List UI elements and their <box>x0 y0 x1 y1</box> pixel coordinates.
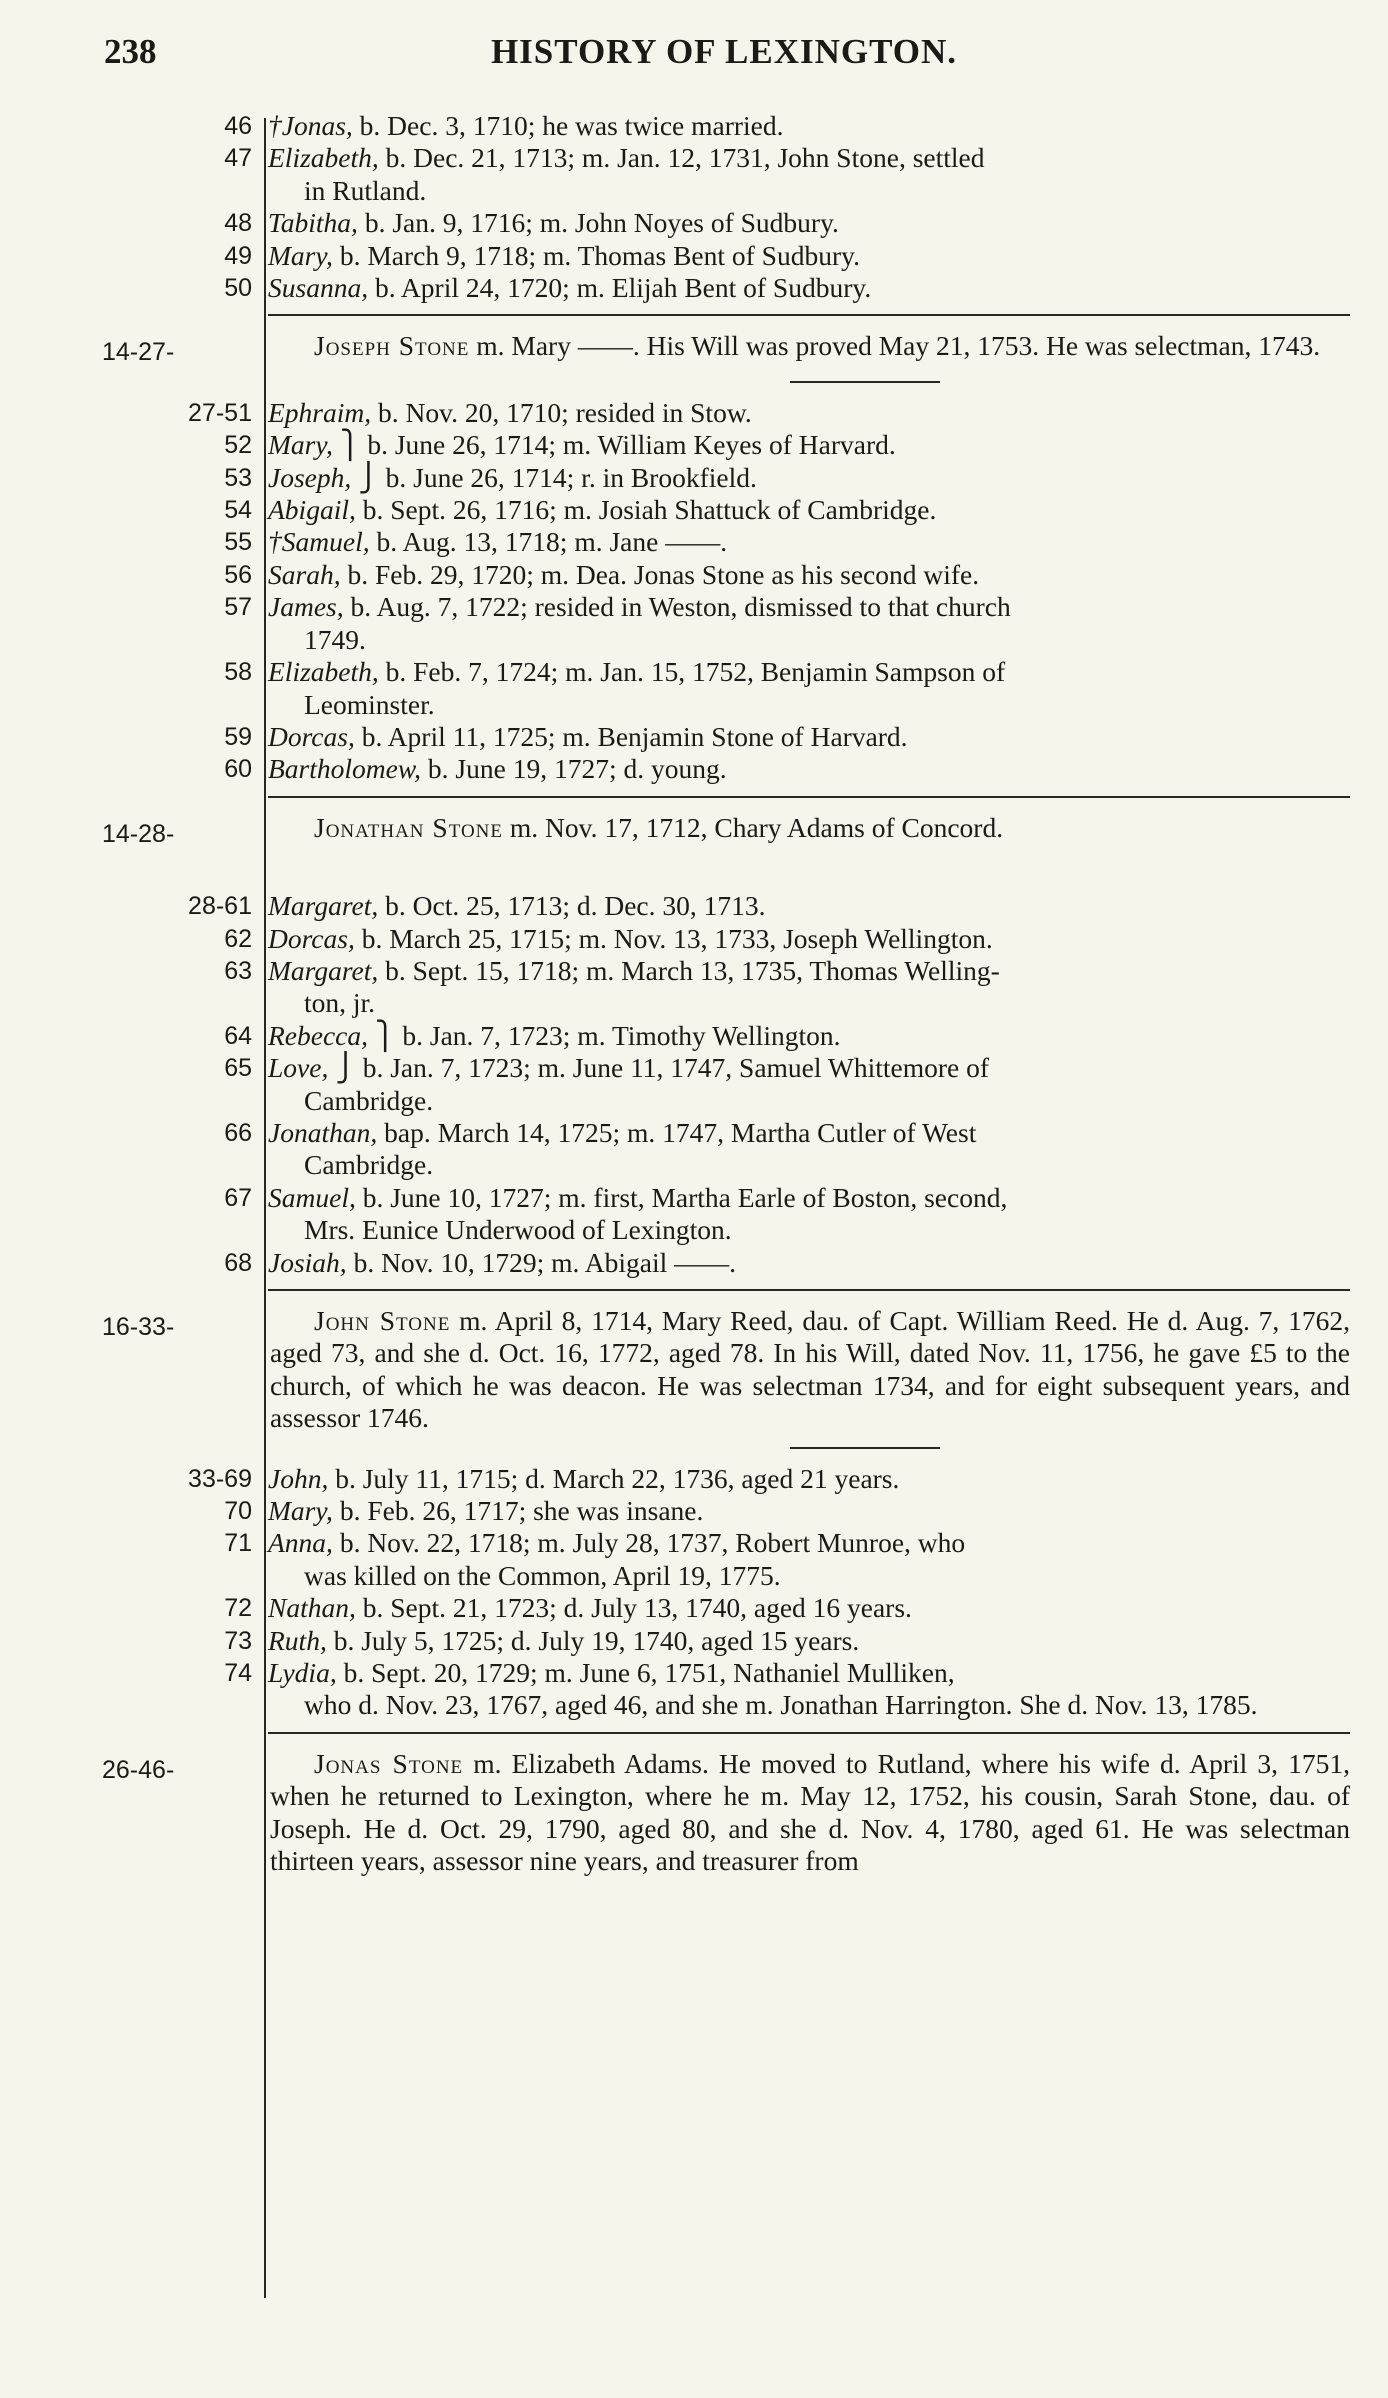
entry-number: 48 <box>224 209 252 238</box>
entry-text <box>268 1052 1350 1117</box>
entry-continuation: ton, jr. <box>304 987 376 1019</box>
person-name: Susanna, <box>268 272 369 304</box>
entry-text <box>268 1117 1350 1182</box>
entry-continuation: 1749. <box>304 623 366 655</box>
entry-details: b. March 25, 1715; m. Nov. 13, 1733, Joseph Wellington. <box>354 922 993 954</box>
head-name: Jonas Stone <box>314 1747 464 1779</box>
person-name: Jonathan, <box>268 1116 378 1148</box>
entry-row <box>100 1625 1350 1657</box>
entry-continuation: Mrs. Eunice Underwood of Lexington. <box>304 1214 732 1246</box>
entry-number: 67 <box>224 1183 252 1212</box>
entry-text <box>268 397 1350 429</box>
entry-details: ⎭ b. Jan. 7, 1723; m. June 11, 1747, Samuel Whittemore of <box>328 1052 990 1084</box>
entry-text <box>268 142 1350 207</box>
entry-details: b. Aug. 7, 1722; resided in Weston, dismissed to that church <box>343 591 1011 623</box>
entry-row <box>100 494 1350 526</box>
entry-details: b. June 19, 1727; d. young. <box>421 753 727 785</box>
entry-row <box>100 890 1350 922</box>
head-text: m. April 8, 1714, Mary Reed, dau. of Capt. William Reed. He d. Aug. 7, 1762, aged 73, and she d. Oct. 16, 1772, aged 78. In his Will, dated Nov. 11, 1756, he gave £5 to the church, of which he was deacon. He was selectman 1734, and for eight subsequent years, and assessor 1746. <box>270 1305 1350 1434</box>
entry-number: 52 <box>224 431 252 460</box>
children-list-3 <box>100 890 1350 1279</box>
entry-number: 71 <box>224 1529 252 1558</box>
children-list-2 <box>100 397 1350 786</box>
entry-details: b. Feb. 7, 1724; m. Jan. 15, 1752, Benjamin Sampson of <box>378 656 1006 688</box>
family-number: 14-28- <box>102 819 175 848</box>
family-head-jonas <box>100 1748 1350 1878</box>
entry-row <box>100 397 1350 429</box>
section-rule <box>268 1289 1350 1291</box>
entry-text <box>268 207 1350 239</box>
entry-row <box>100 955 1350 1020</box>
entry-text <box>268 923 1350 955</box>
entry-number: 55 <box>224 528 252 557</box>
entry-row <box>100 110 1350 142</box>
family-paragraph <box>270 812 1350 844</box>
person-name: Love, <box>268 1052 329 1084</box>
page-number: 238 <box>104 32 157 71</box>
entry-row <box>100 591 1350 656</box>
person-name: Mary, <box>268 1495 333 1527</box>
entry-number: 46 <box>224 112 252 140</box>
entry-number: 57 <box>224 593 252 622</box>
person-name: Anna, <box>268 1527 333 1559</box>
person-name: Lydia, <box>268 1657 337 1689</box>
entry-details: ⎫ b. Jan. 7, 1723; m. Timothy Wellington. <box>368 1019 841 1051</box>
entry-number: 49 <box>224 241 252 270</box>
genealogy-body <box>100 110 1350 1878</box>
entry-number: 60 <box>224 755 252 784</box>
person-name: Elizabeth, <box>268 142 379 174</box>
entry-row <box>100 462 1350 494</box>
person-name: Abigail, <box>268 494 356 526</box>
entry-number: 53 <box>224 463 252 492</box>
entry-text <box>268 890 1350 922</box>
entry-row <box>100 559 1350 591</box>
person-name: John, <box>268 1462 329 1494</box>
entry-continuation: in Rutland. <box>304 174 427 206</box>
person-name: Bartholomew, <box>268 753 422 785</box>
person-name: Nathan, <box>268 1592 356 1624</box>
family-paragraph <box>270 1305 1350 1435</box>
person-name: Josiah, <box>268 1246 347 1278</box>
entry-details: b. July 11, 1715; d. March 22, 1736, aged 21 years. <box>328 1462 900 1494</box>
entry-text <box>268 1020 1350 1052</box>
person-name: Margaret, <box>268 890 379 922</box>
entry-row <box>100 1463 1350 1495</box>
entry-number: 33-69 <box>188 1464 252 1493</box>
person-name: James, <box>268 591 344 623</box>
entry-details: b. Nov. 10, 1729; m. Abigail ——. <box>346 1246 737 1278</box>
person-name: Margaret, <box>268 954 379 986</box>
short-rule <box>790 1447 940 1449</box>
entry-row <box>100 1052 1350 1117</box>
entry-text <box>268 1592 1350 1624</box>
entry-text <box>268 240 1350 272</box>
entry-details: b. Feb. 29, 1720; m. Dea. Jonas Stone as his second wife. <box>340 558 980 590</box>
family-paragraph <box>270 1748 1350 1878</box>
entry-details: b. Sept. 15, 1718; m. March 13, 1735, Thomas Welling- <box>378 954 1000 986</box>
entry-number: 59 <box>224 722 252 751</box>
entry-number: 56 <box>224 560 252 589</box>
person-name: Joseph, <box>268 461 352 493</box>
person-name: Dorcas, <box>268 922 355 954</box>
entry-text <box>268 1247 1350 1279</box>
section-rule <box>268 314 1350 316</box>
children-list-4 <box>100 1463 1350 1722</box>
entry-continuation: was killed on the Common, April 19, 1775. <box>304 1559 781 1591</box>
entry-row <box>100 656 1350 721</box>
short-rule <box>790 381 940 383</box>
person-name: Ephraim, <box>268 396 372 428</box>
entry-continuation: Cambridge. <box>304 1149 434 1181</box>
entry-text <box>268 656 1350 721</box>
entry-row <box>100 1182 1350 1247</box>
family-number: 16-33- <box>102 1313 175 1341</box>
person-name: Elizabeth, <box>268 656 379 688</box>
entry-number: 62 <box>224 924 252 953</box>
entry-details: b. Nov. 20, 1710; resided in Stow. <box>371 396 752 428</box>
entry-text <box>268 1657 1350 1722</box>
entry-number: 64 <box>224 1021 252 1050</box>
entry-row <box>100 1657 1350 1722</box>
entry-continuation: Leominster. <box>304 688 435 720</box>
entry-number: 27-51 <box>188 398 252 427</box>
entry-text <box>268 462 1350 494</box>
person-name: †Samuel, <box>268 526 370 558</box>
entry-number: 47 <box>224 144 252 173</box>
entry-text <box>268 753 1350 785</box>
entry-row <box>100 272 1350 304</box>
entry-row <box>100 1117 1350 1182</box>
entry-text <box>268 526 1350 558</box>
family-head-joseph <box>100 330 1350 368</box>
entry-text <box>268 272 1350 304</box>
entry-details: b. Sept. 20, 1729; m. June 6, 1751, Nathaniel Mulliken, <box>336 1657 955 1689</box>
entry-text <box>268 1527 1350 1592</box>
entry-text <box>268 591 1350 656</box>
entry-row <box>100 1495 1350 1527</box>
entry-text <box>268 955 1350 1020</box>
head-text: m. Nov. 17, 1712, Chary Adams of Concord. <box>503 811 1004 843</box>
person-name: Samuel, <box>268 1181 356 1213</box>
entry-number: 65 <box>224 1054 252 1083</box>
person-name: †Jonas, <box>268 110 353 141</box>
entry-number: 58 <box>224 658 252 687</box>
entry-details: b. Dec. 3, 1710; he was twice married. <box>352 110 784 141</box>
family-head-jonathan <box>100 812 1350 850</box>
entry-text <box>268 1182 1350 1247</box>
family-head-john <box>100 1305 1350 1435</box>
section-rule <box>268 796 1350 798</box>
entry-number: 70 <box>224 1497 252 1526</box>
entry-details: b. Oct. 25, 1713; d. Dec. 30, 1713. <box>378 890 766 922</box>
person-name: Sarah, <box>268 558 341 590</box>
entry-row <box>100 1020 1350 1052</box>
entry-number: 72 <box>224 1594 252 1623</box>
entry-text <box>268 494 1350 526</box>
entry-details: ⎫ b. June 26, 1714; m. William Keyes of Harvard. <box>332 429 896 461</box>
entry-row <box>100 1247 1350 1279</box>
head-text: m. Mary ——. His Will was proved May 21, 1753. He was selectman, 1743. <box>469 330 1321 362</box>
entry-number: 73 <box>224 1626 252 1655</box>
entry-row <box>100 923 1350 955</box>
entry-details: b. Dec. 21, 1713; m. Jan. 12, 1731, John Stone, settled <box>378 142 985 174</box>
entry-details: b. Jan. 9, 1716; m. John Noyes of Sudbury. <box>357 207 839 239</box>
children-list-1 <box>100 110 1350 304</box>
entry-row <box>100 1527 1350 1592</box>
entry-continuation: who d. Nov. 23, 1767, aged 46, and she m. Jonathan Harrington. She d. Nov. 13, 1785. <box>304 1689 1258 1721</box>
spacer <box>100 850 1350 890</box>
person-name: Dorcas, <box>268 720 355 752</box>
entry-row <box>100 429 1350 461</box>
entry-number: 54 <box>224 496 252 525</box>
entry-row <box>100 240 1350 272</box>
entry-number: 28-61 <box>188 892 252 921</box>
person-name: Tabitha, <box>268 207 358 239</box>
entry-details: b. Feb. 26, 1717; she was insane. <box>332 1495 704 1527</box>
family-number: 14-27- <box>102 338 175 367</box>
entry-row <box>100 721 1350 753</box>
entry-row <box>100 753 1350 785</box>
person-name: Ruth, <box>268 1624 327 1656</box>
entry-text <box>268 1495 1350 1527</box>
head-name: Jonathan Stone <box>314 811 504 843</box>
entry-text <box>268 1463 1350 1495</box>
entry-text <box>268 559 1350 591</box>
head-name: Joseph Stone <box>314 330 470 362</box>
entry-number: 74 <box>224 1659 252 1688</box>
entry-text <box>268 110 1350 142</box>
entry-continuation: Cambridge. <box>304 1084 434 1116</box>
entry-details: b. Aug. 13, 1718; m. Jane ——. <box>369 526 728 558</box>
entry-details: b. Nov. 22, 1718; m. July 28, 1737, Robert Munroe, who <box>332 1527 966 1559</box>
entry-row <box>100 526 1350 558</box>
entry-number: 66 <box>224 1118 252 1147</box>
entry-text <box>268 721 1350 753</box>
entry-details: b. June 10, 1727; m. first, Martha Earle of Boston, second, <box>355 1181 1008 1213</box>
page-header <box>104 32 1344 82</box>
entry-row <box>100 142 1350 207</box>
person-name: Rebecca, <box>268 1019 368 1051</box>
head-text: m. Elizabeth Adams. He moved to Rutland, where his wife d. April 3, 1751, when he returned to Lexington, where he m. May 12, 1752, his cousin, Sarah Stone, dau. of Joseph. He d. Oct. 29, 1790, aged 80, and she d. Nov. 4, 1780, aged 61. He was selectman thirteen years, assessor nine years, and treasurer from <box>270 1747 1350 1877</box>
family-number: 26-46- <box>102 1755 175 1784</box>
entry-text <box>268 429 1350 461</box>
section-rule <box>268 1732 1350 1734</box>
entry-details: b. March 9, 1718; m. Thomas Bent of Sudbury. <box>332 239 860 271</box>
entry-text <box>268 1625 1350 1657</box>
entry-number: 68 <box>224 1248 252 1277</box>
entry-number: 63 <box>224 956 252 985</box>
entry-details: b. April 11, 1725; m. Benjamin Stone of Harvard. <box>354 720 908 752</box>
entry-details: ⎭ b. June 26, 1714; r. in Brookfield. <box>351 461 757 493</box>
entry-row <box>100 1592 1350 1624</box>
head-name: John Stone <box>314 1305 451 1336</box>
entry-details: b. July 5, 1725; d. July 19, 1740, aged 15 years. <box>326 1624 860 1656</box>
running-title: HISTORY OF LEXINGTON. <box>490 32 958 71</box>
entry-number: 50 <box>224 274 252 303</box>
entry-details: bap. March 14, 1725; m. 1747, Martha Cutler of West <box>377 1116 977 1148</box>
entry-row <box>100 207 1350 239</box>
entry-details: b. April 24, 1720; m. Elijah Bent of Sudbury. <box>368 272 872 304</box>
entry-details: b. Sept. 21, 1723; d. July 13, 1740, aged 16 years. <box>355 1592 912 1624</box>
entry-details: b. Sept. 26, 1716; m. Josiah Shattuck of Cambridge. <box>355 494 937 526</box>
person-name: Mary, <box>268 239 333 271</box>
person-name: Mary, <box>268 429 333 461</box>
family-paragraph <box>270 330 1350 362</box>
